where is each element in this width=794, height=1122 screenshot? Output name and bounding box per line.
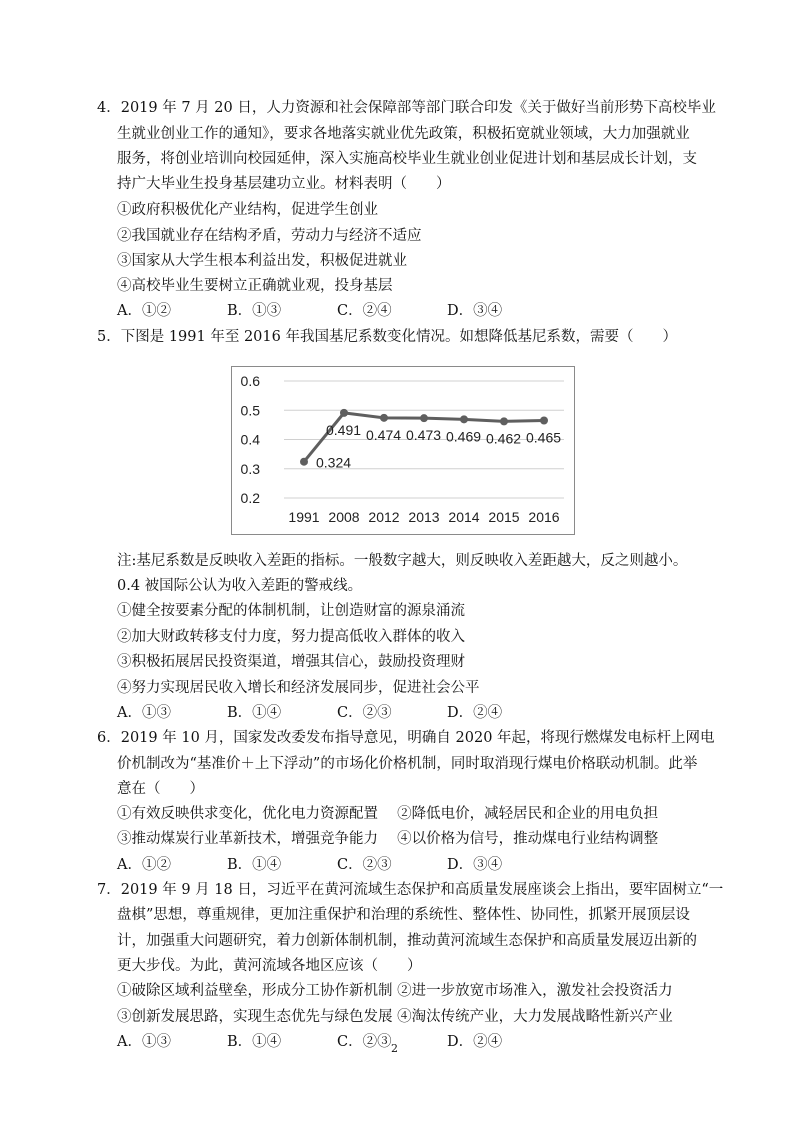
q4-statement-2: ②我国就业存在结构矛盾，劳动力与经济不适应: [117, 228, 422, 244]
x-tick-label: 2015: [488, 509, 520, 525]
q4-option-d[interactable]: D．③④: [447, 303, 503, 319]
q6-line-3: 意在（ ）: [117, 781, 204, 797]
q5-statement-1: ①健全按要素分配的体制机制，让创造财富的源泉涌流: [117, 603, 465, 619]
q5-note-2: 0.4 被国际公认为收入差距的警戒线。: [117, 578, 363, 594]
q4-line-3: 服务，将创业培训向校园延伸，深入实施高校毕业生就业创业促进计划和基层成长计划，支: [117, 151, 697, 167]
x-tick-label: 2008: [328, 509, 360, 525]
q7-line-4: 更大步伐。为此，黄河流域各地区应该（ ）: [117, 958, 422, 974]
x-tick-label: 1991: [288, 509, 320, 525]
q7-line-1: 7．2019 年 9 月 18 日，习近平在黄河流域生态保护和高质量发展座谈会上指出，要牢固树立“一: [97, 882, 724, 898]
gini-chart: [231, 366, 575, 535]
q5-statement-2: ②加大财政转移支付力度，努力提高低收入群体的收入: [117, 629, 465, 645]
q7-option-a[interactable]: A．①③: [117, 1034, 171, 1050]
q7-options: [117, 1032, 557, 1052]
data-point: [420, 414, 428, 422]
q6-statement-1: ①有效反映供求变化，优化电力资源配置 ②降低电价，减轻居民和企业的用电负担: [117, 806, 659, 822]
q4-statement-4: ④高校毕业生要树立正确就业观，投身基层: [117, 278, 393, 294]
data-label: 0.462: [486, 430, 522, 447]
q6-option-c[interactable]: C．②③: [337, 857, 392, 873]
gini-chart-svg: [232, 367, 576, 536]
x-tick-label: 2016: [528, 509, 560, 525]
q6-option-b[interactable]: B．①④: [227, 857, 282, 873]
q4-option-c[interactable]: C．②④: [337, 303, 392, 319]
q4-options: [117, 301, 557, 321]
q5-option-c[interactable]: C．②③: [337, 705, 392, 721]
q5-option-a[interactable]: A．①③: [117, 705, 171, 721]
q4-statement-3: ③国家从大学生根本利益出发，积极促进就业: [117, 253, 407, 269]
q4-line-4: 持广大毕业生投身基层建功立业。材料表明（ ）: [117, 176, 451, 192]
x-tick-label: 2013: [408, 509, 440, 525]
q5-option-d[interactable]: D．②④: [447, 705, 503, 721]
q7-option-c[interactable]: C．②③: [337, 1034, 392, 1050]
q6-line-2: 价机制改为“基准价＋上下浮动”的市场化价格机制，同时取消现行煤电价格联动机制。此举: [117, 756, 698, 772]
data-point: [340, 409, 348, 417]
y-tick-label: 0.5: [240, 402, 260, 419]
data-point: [500, 417, 508, 425]
q6-option-a[interactable]: A．①②: [117, 857, 171, 873]
q6-line-1: 6．2019 年 10 月，国家发改委发布指导意见，明确自 2020 年起，将现行燃煤发电标杆上网电: [97, 730, 715, 746]
q6-statement-2: ③推动煤炭行业革新技术，增强竞争能力 ④以价格为信号，推动煤电行业结构调整: [117, 831, 659, 847]
data-label: 0.469: [446, 428, 482, 445]
q4-option-b[interactable]: B．①③: [227, 303, 282, 319]
data-point: [460, 415, 468, 423]
q6-options: [117, 855, 557, 875]
q4-statement-1: ①政府积极优化产业结构，促进学生创业: [117, 202, 378, 218]
q5-option-b[interactable]: B．①④: [227, 705, 282, 721]
q7-line-3: 计，加强重大问题研究，着力创新体制机制，推动黄河流域生态保护和高质量发展迈出新的: [117, 933, 697, 949]
x-tick-label: 2014: [448, 509, 480, 525]
data-label: 0.473: [406, 427, 442, 444]
q7-option-d[interactable]: D．②④: [447, 1034, 503, 1050]
y-tick-label: 0.6: [240, 373, 260, 389]
q4-option-a[interactable]: A．①②: [117, 303, 171, 319]
data-label: 0.465: [526, 429, 562, 446]
q5-options: [117, 703, 557, 723]
data-label: 0.324: [316, 454, 352, 471]
q7-line-2: 盘棋”思想，尊重规律，更加注重保护和治理的系统性、整体性、协同性，抓紧开展顶层设: [117, 907, 690, 923]
data-point: [380, 414, 388, 422]
q7-statement-2: ③创新发展思路，实现生态优先与绿色发展 ④淘汰传统产业，大力发展战略性新兴产业: [117, 1009, 673, 1025]
q6-option-d[interactable]: D．③④: [447, 857, 503, 873]
q4-line-1: 4．2019 年 7 月 20 日，人力资源和社会保障部等部门联合印发《关于做好当前形势下高校毕业: [97, 100, 716, 116]
q5-statement-4: ④努力实现居民收入增长和经济发展同步，促进社会公平: [117, 680, 480, 696]
q5-statement-3: ③积极拓展居民投资渠道，增强其信心，鼓励投资理财: [117, 654, 465, 670]
q5-note-1: 注:基尼系数是反映收入差距的指标。一般数字越大，则反映收入差距越大，反之则越小。: [117, 553, 688, 569]
data-label: 0.474: [366, 426, 402, 443]
q5-line-1: 5．下图是 1991 年至 2016 年我国基尼系数变化情况。如想降低基尼系数，需要（ ）: [97, 329, 677, 345]
q7-statement-1: ①破除区域利益壁垒，形成分工协作新机制 ②进一步放宽市场准入，激发社会投资活力: [117, 983, 673, 999]
data-point: [540, 416, 548, 424]
q4-line-2: 生就业创业工作的通知》，要求各地落实就业优先政策，积极拓宽就业领域，大力加强就业: [117, 126, 690, 142]
y-tick-label: 0.3: [240, 460, 260, 477]
data-label: 0.491: [326, 421, 362, 438]
page-number: 2: [391, 1042, 398, 1055]
data-point: [300, 458, 308, 466]
y-tick-label: 0.4: [240, 431, 260, 448]
x-tick-label: 2012: [368, 509, 400, 525]
q7-option-b[interactable]: B．①④: [227, 1034, 282, 1050]
y-tick-label: 0.2: [240, 490, 260, 506]
